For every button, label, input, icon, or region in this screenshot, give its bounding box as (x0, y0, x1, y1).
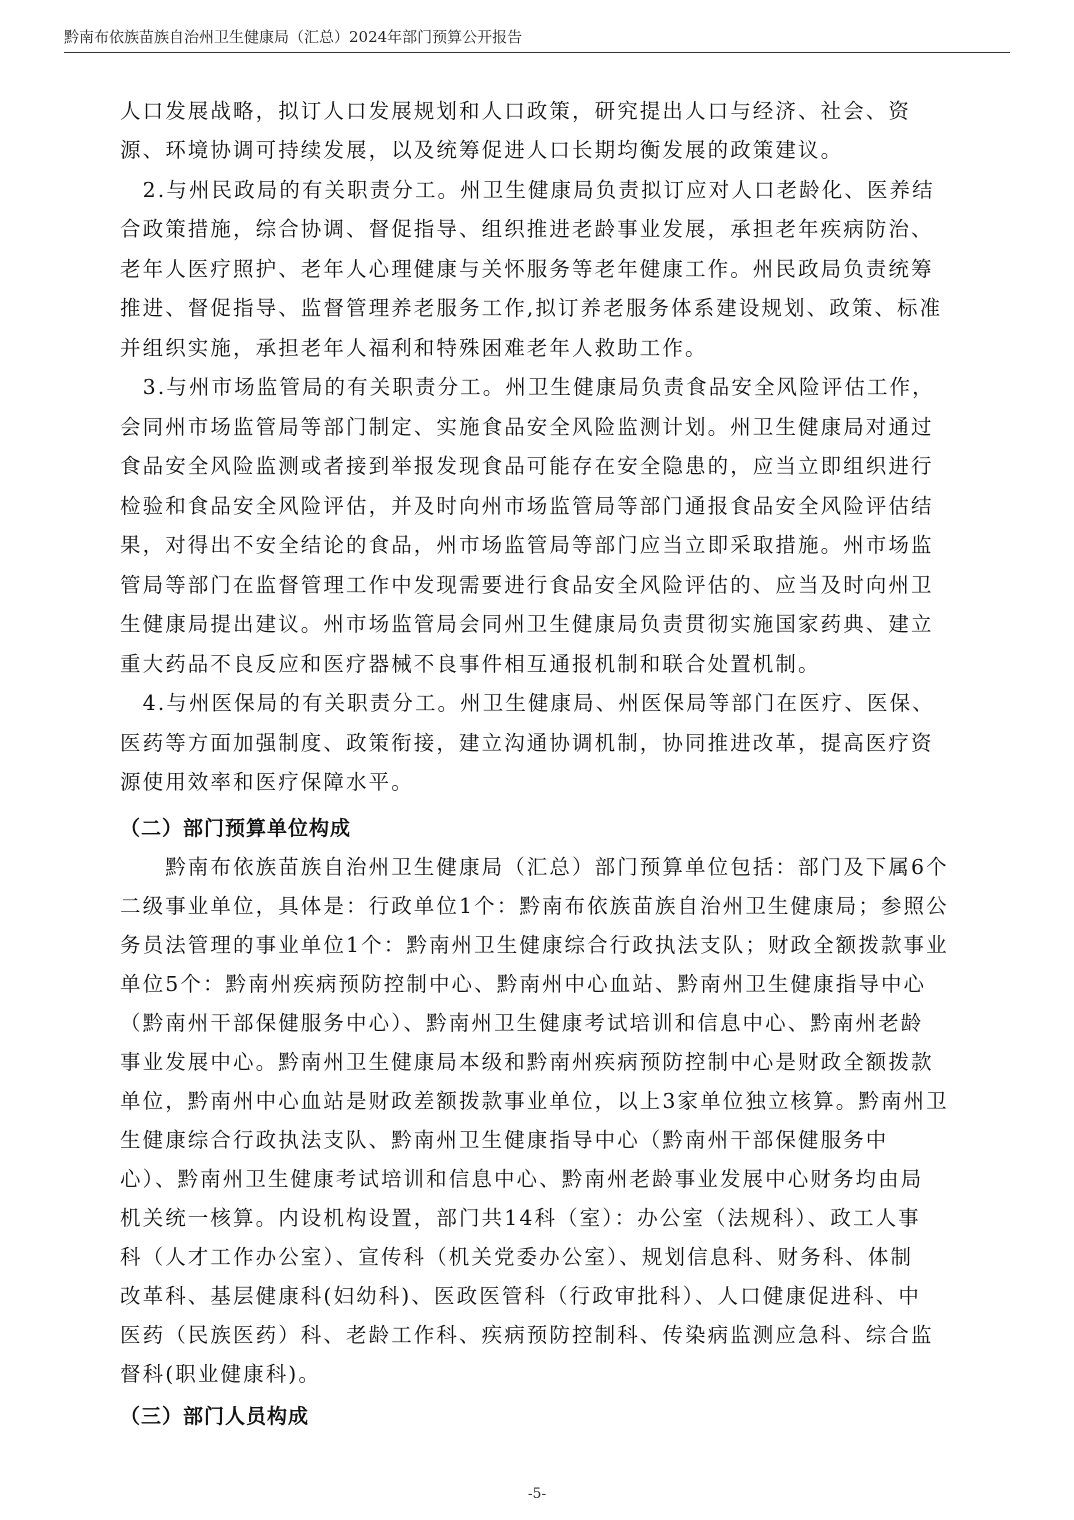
body-line: 医药（民族医药）科、老龄工作科、疾病预防控制科、传染病监测应急科、综合监 (120, 1323, 934, 1347)
body-line: 人口发展战略，拟订人口发展规划和人口政策，研究提出人口与经济、社会、资 (120, 99, 911, 123)
body-line: 科（人才工作办公室）、宣传科（机关党委办公室）、规划信息科、财务科、体制 (120, 1245, 914, 1269)
body-line: 源、环境协调可持续发展，以及统筹促进人口长期均衡发展的政策建议。 (120, 138, 844, 162)
body-line: 检验和食品安全风险评估，并及时向州市场监管局等部门通报食品安全风险评估结 (120, 494, 934, 518)
body-line: 2.与州民政局的有关职责分工。州卫生健康局负责拟订应对人口老龄化、医养结 (120, 178, 935, 202)
body-line: 果，对得出不安全结论的食品，州市场监管局等部门应当立即采取措施。州市场监 (120, 533, 934, 557)
body-line: 单位5个：黔南州疾病预防控制中心、黔南州中心血站、黔南州卫生健康指导中心 (120, 972, 927, 996)
body-line: 重大药品不良反应和医疗器械不良事件相互通报机制和联合处置机制。 (120, 652, 821, 676)
body-line: 生健康综合行政执法支队、黔南州卫生健康指导中心（黔南州干部保健服务中 (120, 1128, 889, 1152)
body-line: 心）、黔南州卫生健康考试培训和信息中心、黔南州老龄事业发展中心财务均由局 (120, 1167, 924, 1191)
section-heading-staff: （三）部门人员构成 (120, 1404, 309, 1428)
body-line: 医药等方面加强制度、政策衔接，建立沟通协调机制，协同推进改革，提高医疗资 (120, 731, 934, 755)
page-number: -5- (527, 1486, 547, 1502)
body-line: 3.与州市场监管局的有关职责分工。州卫生健康局负责食品安全风险评估工作， (120, 375, 935, 399)
body-line: 4.与州医保局的有关职责分工。州卫生健康局、州医保局等部门在医疗、医保、 (120, 691, 935, 715)
body-line: 二级事业单位，具体是：行政单位1个：黔南布依族苗族自治州卫生健康局；参照公 (120, 894, 949, 918)
body-line: 单位，黔南州中心血站是财政差额拨款事业单位，以上3家单位独立核算。黔南州卫 (120, 1089, 949, 1113)
body-line: 源使用效率和医疗保障水平。 (120, 770, 414, 794)
body-line: 推进、督促指导、监督管理养老服务工作,拟订养老服务体系建设规划、政策、标准 (120, 296, 943, 320)
header-divider (64, 52, 1010, 53)
page-header: 黔南布依族苗族自治州卫生健康局（汇总）2024年部门预算公开报告 (64, 28, 523, 46)
body-line: 并组织实施，承担老年人福利和特殊困难老年人救助工作。 (120, 336, 708, 360)
body-line: 黔南布依族苗族自治州卫生健康局（汇总）部门预算单位包括：部门及下属6个 (120, 855, 949, 879)
body-line: 督科(职业健康科)。 (120, 1362, 321, 1386)
body-line: 事业发展中心。黔南州卫生健康局本级和黔南州疾病预防控制中心是财政全额拨款 (120, 1050, 934, 1074)
body-line: 食品安全风险监测或者接到举报发现食品可能存在安全隐患的，应当立即组织进行 (120, 454, 934, 478)
body-line: 生健康局提出建议。州市场监管局会同州卫生健康局负责贯彻实施国家药典、建立 (120, 612, 934, 636)
body-line: 改革科、基层健康科(妇幼科)、医政医管科（行政审批科）、人口健康促进科、中 (120, 1284, 921, 1308)
body-line: 务员法管理的事业单位1个：黔南州卫生健康综合行政执法支队；财政全额拨款事业 (120, 933, 949, 957)
body-line: 机关统一核算。内设机构设置，部门共14科（室）：办公室（法规科）、政工人事 (120, 1206, 921, 1230)
section-heading-budget-units: （二）部门预算单位构成 (120, 816, 351, 840)
body-line: 老年人医疗照护、老年人心理健康与关怀服务等老年健康工作。州民政局负责统筹 (120, 257, 934, 281)
body-line: （黔南州干部保健服务中心）、黔南州卫生健康考试培训和信息中心、黔南州老龄 (120, 1011, 924, 1035)
body-line: 管局等部门在监督管理工作中发现需要进行食品安全风险评估的、应当及时向州卫 (120, 573, 934, 597)
body-line: 会同州市场监管局等部门制定、实施食品安全风险监测计划。州卫生健康局对通过 (120, 415, 934, 439)
body-line: 合政策措施，综合协调、督促指导、组织推进老龄事业发展，承担老年疾病防治、 (120, 217, 934, 241)
